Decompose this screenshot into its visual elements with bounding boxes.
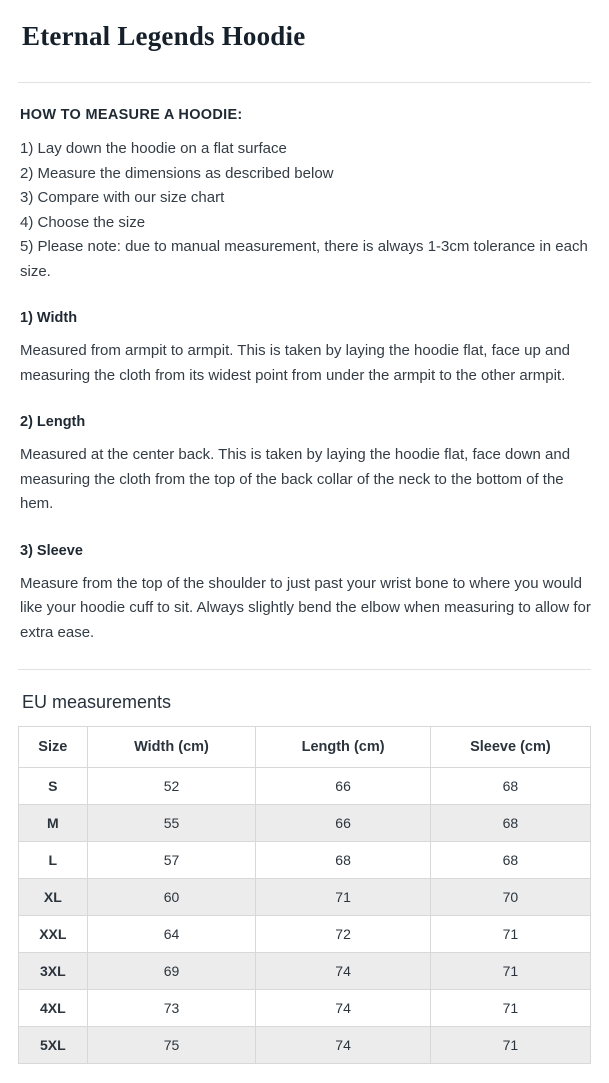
- measure-step: 2) Measure the dimensions as described below: [20, 164, 334, 182]
- column-header-sleeve: Sleeve (cm): [430, 727, 590, 768]
- column-header-length: Length (cm): [256, 727, 430, 768]
- cell-sleeve: 68: [430, 768, 590, 805]
- cell-length: 66: [256, 805, 430, 842]
- measurements-table-title: EU measurements: [22, 692, 172, 713]
- cell-sleeve: 68: [430, 805, 590, 842]
- column-header-size: Size: [19, 727, 88, 768]
- cell-sleeve: 71: [430, 990, 590, 1027]
- cell-width: 69: [87, 953, 256, 990]
- table-header-row: [19, 727, 591, 768]
- cell-size: 3XL: [19, 953, 88, 990]
- divider: [18, 82, 591, 83]
- cell-sleeve: 71: [430, 916, 590, 953]
- cell-sleeve: 71: [430, 953, 590, 990]
- length-section-text: Measured at the center back. This is taken by laying the hoodie flat, face down and measuring the cloth from the top of the back collar of the neck to the bottom of the hem.: [20, 446, 571, 513]
- table-row: [19, 916, 591, 953]
- measure-step: 4) Choose the size: [20, 213, 146, 231]
- page-title: Eternal Legends Hoodie: [22, 21, 306, 51]
- table-row: [19, 879, 591, 916]
- table-row: [19, 953, 591, 990]
- column-header-width: Width (cm): [87, 727, 256, 768]
- cell-width: 57: [87, 842, 256, 879]
- measure-step: 3) Compare with our size chart: [20, 189, 225, 207]
- sleeve-section-heading: 3) Sleeve: [20, 542, 83, 559]
- cell-width: 73: [87, 990, 256, 1027]
- cell-size: M: [19, 805, 88, 842]
- how-to-measure-steps: [20, 137, 591, 284]
- cell-length: 72: [256, 916, 430, 953]
- cell-sleeve: 70: [430, 879, 590, 916]
- cell-length: 68: [256, 842, 430, 879]
- table-row: [19, 805, 591, 842]
- length-section-heading: 2) Length: [20, 414, 86, 431]
- cell-length: 66: [256, 768, 430, 805]
- cell-size: 5XL: [19, 1027, 88, 1064]
- width-section-text: Measured from armpit to armpit. This is taken by laying the hoodie flat, face up and measuring the cloth from its widest point from under the armpit to the other armpit.: [20, 342, 571, 384]
- cell-width: 60: [87, 879, 256, 916]
- size-chart-table: [18, 726, 591, 1064]
- measure-step: 1) Lay down the hoodie on a flat surface: [20, 140, 287, 158]
- width-section-heading: 1) Width: [20, 310, 78, 327]
- how-to-measure-heading: HOW TO MEASURE A HOODIE:: [20, 107, 243, 124]
- table-row: [19, 768, 591, 805]
- cell-width: 75: [87, 1027, 256, 1064]
- table-row: [19, 1027, 591, 1064]
- cell-sleeve: 71: [430, 1027, 590, 1064]
- cell-length: 74: [256, 990, 430, 1027]
- sleeve-section-text: Measure from the top of the shoulder to just past your wrist bone to where you would like your hoodie cuff to sit. Always slightly bend the elbow when measuring to allow for extra ease.: [20, 574, 591, 641]
- divider-before-table: [18, 669, 591, 670]
- cell-size: XL: [19, 879, 88, 916]
- cell-size: 4XL: [19, 990, 88, 1027]
- cell-size: L: [19, 842, 88, 879]
- cell-width: 55: [87, 805, 256, 842]
- cell-length: 74: [256, 953, 430, 990]
- cell-length: 71: [256, 879, 430, 916]
- cell-size: XXL: [19, 916, 88, 953]
- table-row: [19, 990, 591, 1027]
- cell-length: 74: [256, 1027, 430, 1064]
- measure-step: 5) Please note: due to manual measurement, there is always 1-3cm tolerance in each size.: [20, 238, 592, 280]
- cell-sleeve: 68: [430, 842, 590, 879]
- cell-width: 64: [87, 916, 256, 953]
- cell-size: S: [19, 768, 88, 805]
- cell-width: 52: [87, 768, 256, 805]
- table-row: [19, 842, 591, 879]
